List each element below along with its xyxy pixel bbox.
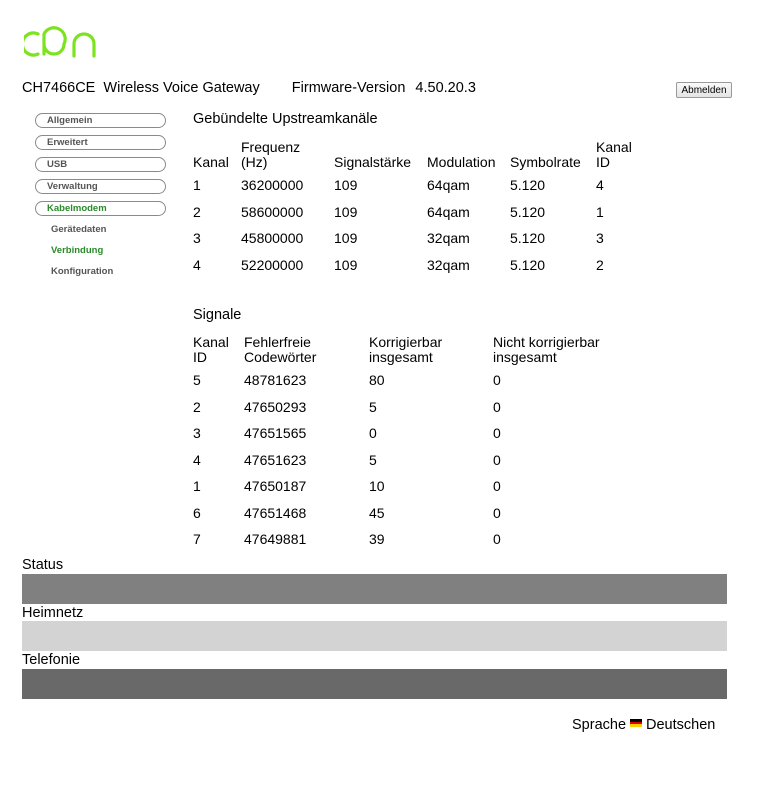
- column-header-modulation: Modulation: [427, 154, 496, 170]
- table-cell: 1: [596, 203, 604, 220]
- table-row: [190, 500, 626, 527]
- logo-letter-b: [44, 28, 65, 54]
- table-cell: 32qam: [427, 256, 470, 273]
- table-row: [190, 225, 639, 252]
- firmware-label: Firmware-Version: [291, 80, 406, 96]
- table-cell: 47651623: [244, 451, 307, 468]
- heimnetz-label: Heimnetz: [22, 605, 84, 621]
- nav-item-kabelmodem[interactable]: Kabelmodem: [35, 201, 166, 216]
- table-cell: 2: [596, 256, 604, 273]
- table-row: [190, 447, 626, 474]
- firmware-value: 4.50.20.3: [415, 80, 476, 96]
- table-cell: 2: [193, 398, 201, 415]
- table-header-row: [190, 333, 626, 367]
- table-row: [190, 420, 626, 447]
- telefonie-bar: [22, 669, 727, 699]
- table-cell: 0: [493, 398, 501, 415]
- table-cell: 0: [493, 531, 501, 548]
- table-cell: 52200000: [241, 256, 304, 273]
- upstream-table: [190, 138, 639, 278]
- table-header-row: [190, 138, 639, 172]
- table-cell: 4: [193, 451, 201, 468]
- status-bar: [22, 574, 727, 604]
- table-cell: 1: [193, 177, 201, 194]
- table-cell: 47650293: [244, 398, 307, 415]
- table-cell: 64qam: [427, 177, 470, 194]
- upstream-section-title: Gebündelte Upstreamkanäle: [193, 111, 378, 127]
- table-cell: 0: [493, 372, 501, 389]
- column-header-symbolrate: Symbolrate: [510, 154, 581, 170]
- logout-button[interactable]: Abmelden: [676, 82, 732, 98]
- table-cell: 0: [493, 425, 501, 442]
- table-row: [190, 252, 639, 279]
- table-cell: 5.120: [510, 177, 546, 194]
- table-cell: 109: [334, 256, 358, 273]
- column-header-korrigierbar: Korrigierbar insgesamt: [369, 334, 443, 365]
- table-cell: 58600000: [241, 203, 304, 220]
- sidebar-nav: [35, 113, 170, 286]
- table-cell: 3: [596, 230, 604, 247]
- table-cell: 47651565: [244, 425, 307, 442]
- signals-section-title: Signale: [193, 307, 242, 323]
- heimnetz-bar: [22, 621, 727, 651]
- table-cell: 5: [369, 451, 377, 468]
- column-header-signalstaerke: Signalstärke: [334, 154, 412, 170]
- table-cell: 36200000: [241, 177, 304, 194]
- nav-item-usb[interactable]: USB: [35, 157, 166, 172]
- table-cell: 5.120: [510, 256, 546, 273]
- table-row: [190, 473, 626, 500]
- table-cell: 109: [334, 203, 358, 220]
- signals-table: [190, 333, 626, 553]
- table-cell: 0: [493, 478, 501, 495]
- table-cell: 3: [193, 425, 201, 442]
- table-cell: 5: [369, 398, 377, 415]
- table-cell: 0: [369, 425, 377, 442]
- table-cell: 5.120: [510, 230, 546, 247]
- table-row: [190, 367, 626, 394]
- table-cell: 5: [193, 372, 201, 389]
- table-cell: 32qam: [427, 230, 470, 247]
- nav-subitem-verbindung[interactable]: Verbindung: [51, 245, 104, 256]
- nav-item-verwaltung[interactable]: Verwaltung: [35, 179, 166, 194]
- table-cell: 0: [493, 504, 501, 521]
- table-row: [190, 172, 639, 199]
- model-name: CH7466CE: [22, 80, 96, 96]
- column-header-fehlerfreie-codewoerter: Fehlerfreie Codewörter: [244, 334, 317, 365]
- telefonie-label: Telefonie: [22, 652, 81, 668]
- table-cell: 45800000: [241, 230, 304, 247]
- table-cell: 1: [193, 478, 201, 495]
- table-row: [190, 526, 626, 553]
- table-cell: 47650187: [244, 478, 307, 495]
- table-cell: 48781623: [244, 372, 307, 389]
- table-cell: 3: [193, 230, 201, 247]
- table-cell: 0: [493, 451, 501, 468]
- column-header-kanal: Kanal: [193, 154, 229, 170]
- column-header-nicht-korrigierbar: Nicht korrigierbar insgesamt: [493, 334, 600, 365]
- column-header-kanal-id: Kanal ID: [596, 139, 632, 170]
- table-row: [190, 199, 639, 226]
- table-cell: 47649881: [244, 531, 307, 548]
- logo-mark: [24, 28, 94, 56]
- table-cell: 47651468: [244, 504, 307, 521]
- column-header-frequenz: Frequenz (Hz): [241, 139, 301, 170]
- table-cell: 6: [193, 504, 201, 521]
- nav-item-allgemein[interactable]: Allgemein: [35, 113, 166, 128]
- table-cell: 7: [193, 531, 201, 548]
- language-label: Sprache: [572, 717, 627, 733]
- table-cell: 80: [369, 372, 385, 389]
- table-cell: 5.120: [510, 203, 546, 220]
- german-flag-icon: [630, 719, 642, 727]
- language-selector[interactable]: [572, 717, 715, 733]
- table-cell: 4: [193, 256, 201, 273]
- table-cell: 64qam: [427, 203, 470, 220]
- column-header-kanal-id: Kanal ID: [193, 334, 229, 365]
- table-cell: 10: [369, 478, 385, 495]
- status-label: Status: [22, 557, 64, 573]
- language-value[interactable]: Deutschen: [646, 717, 716, 733]
- cbn-logo: [24, 24, 104, 58]
- table-cell: 109: [334, 177, 358, 194]
- table-cell: 45: [369, 504, 385, 521]
- product-name: Wireless Voice Gateway: [103, 80, 260, 96]
- table-cell: 109: [334, 230, 358, 247]
- nav-item-erweitert[interactable]: Erweitert: [35, 135, 166, 150]
- nav-subitem-konfiguration[interactable]: Konfiguration: [51, 266, 114, 277]
- table-cell: 4: [596, 177, 604, 194]
- device-header: [22, 80, 476, 96]
- table-cell: 2: [193, 203, 201, 220]
- table-row: [190, 394, 626, 421]
- nav-subitem-geraetedaten[interactable]: Gerätedaten: [51, 224, 107, 235]
- logo-letter-c: [24, 33, 38, 55]
- table-cell: 39: [369, 531, 385, 548]
- logo-letter-n: [74, 34, 94, 56]
